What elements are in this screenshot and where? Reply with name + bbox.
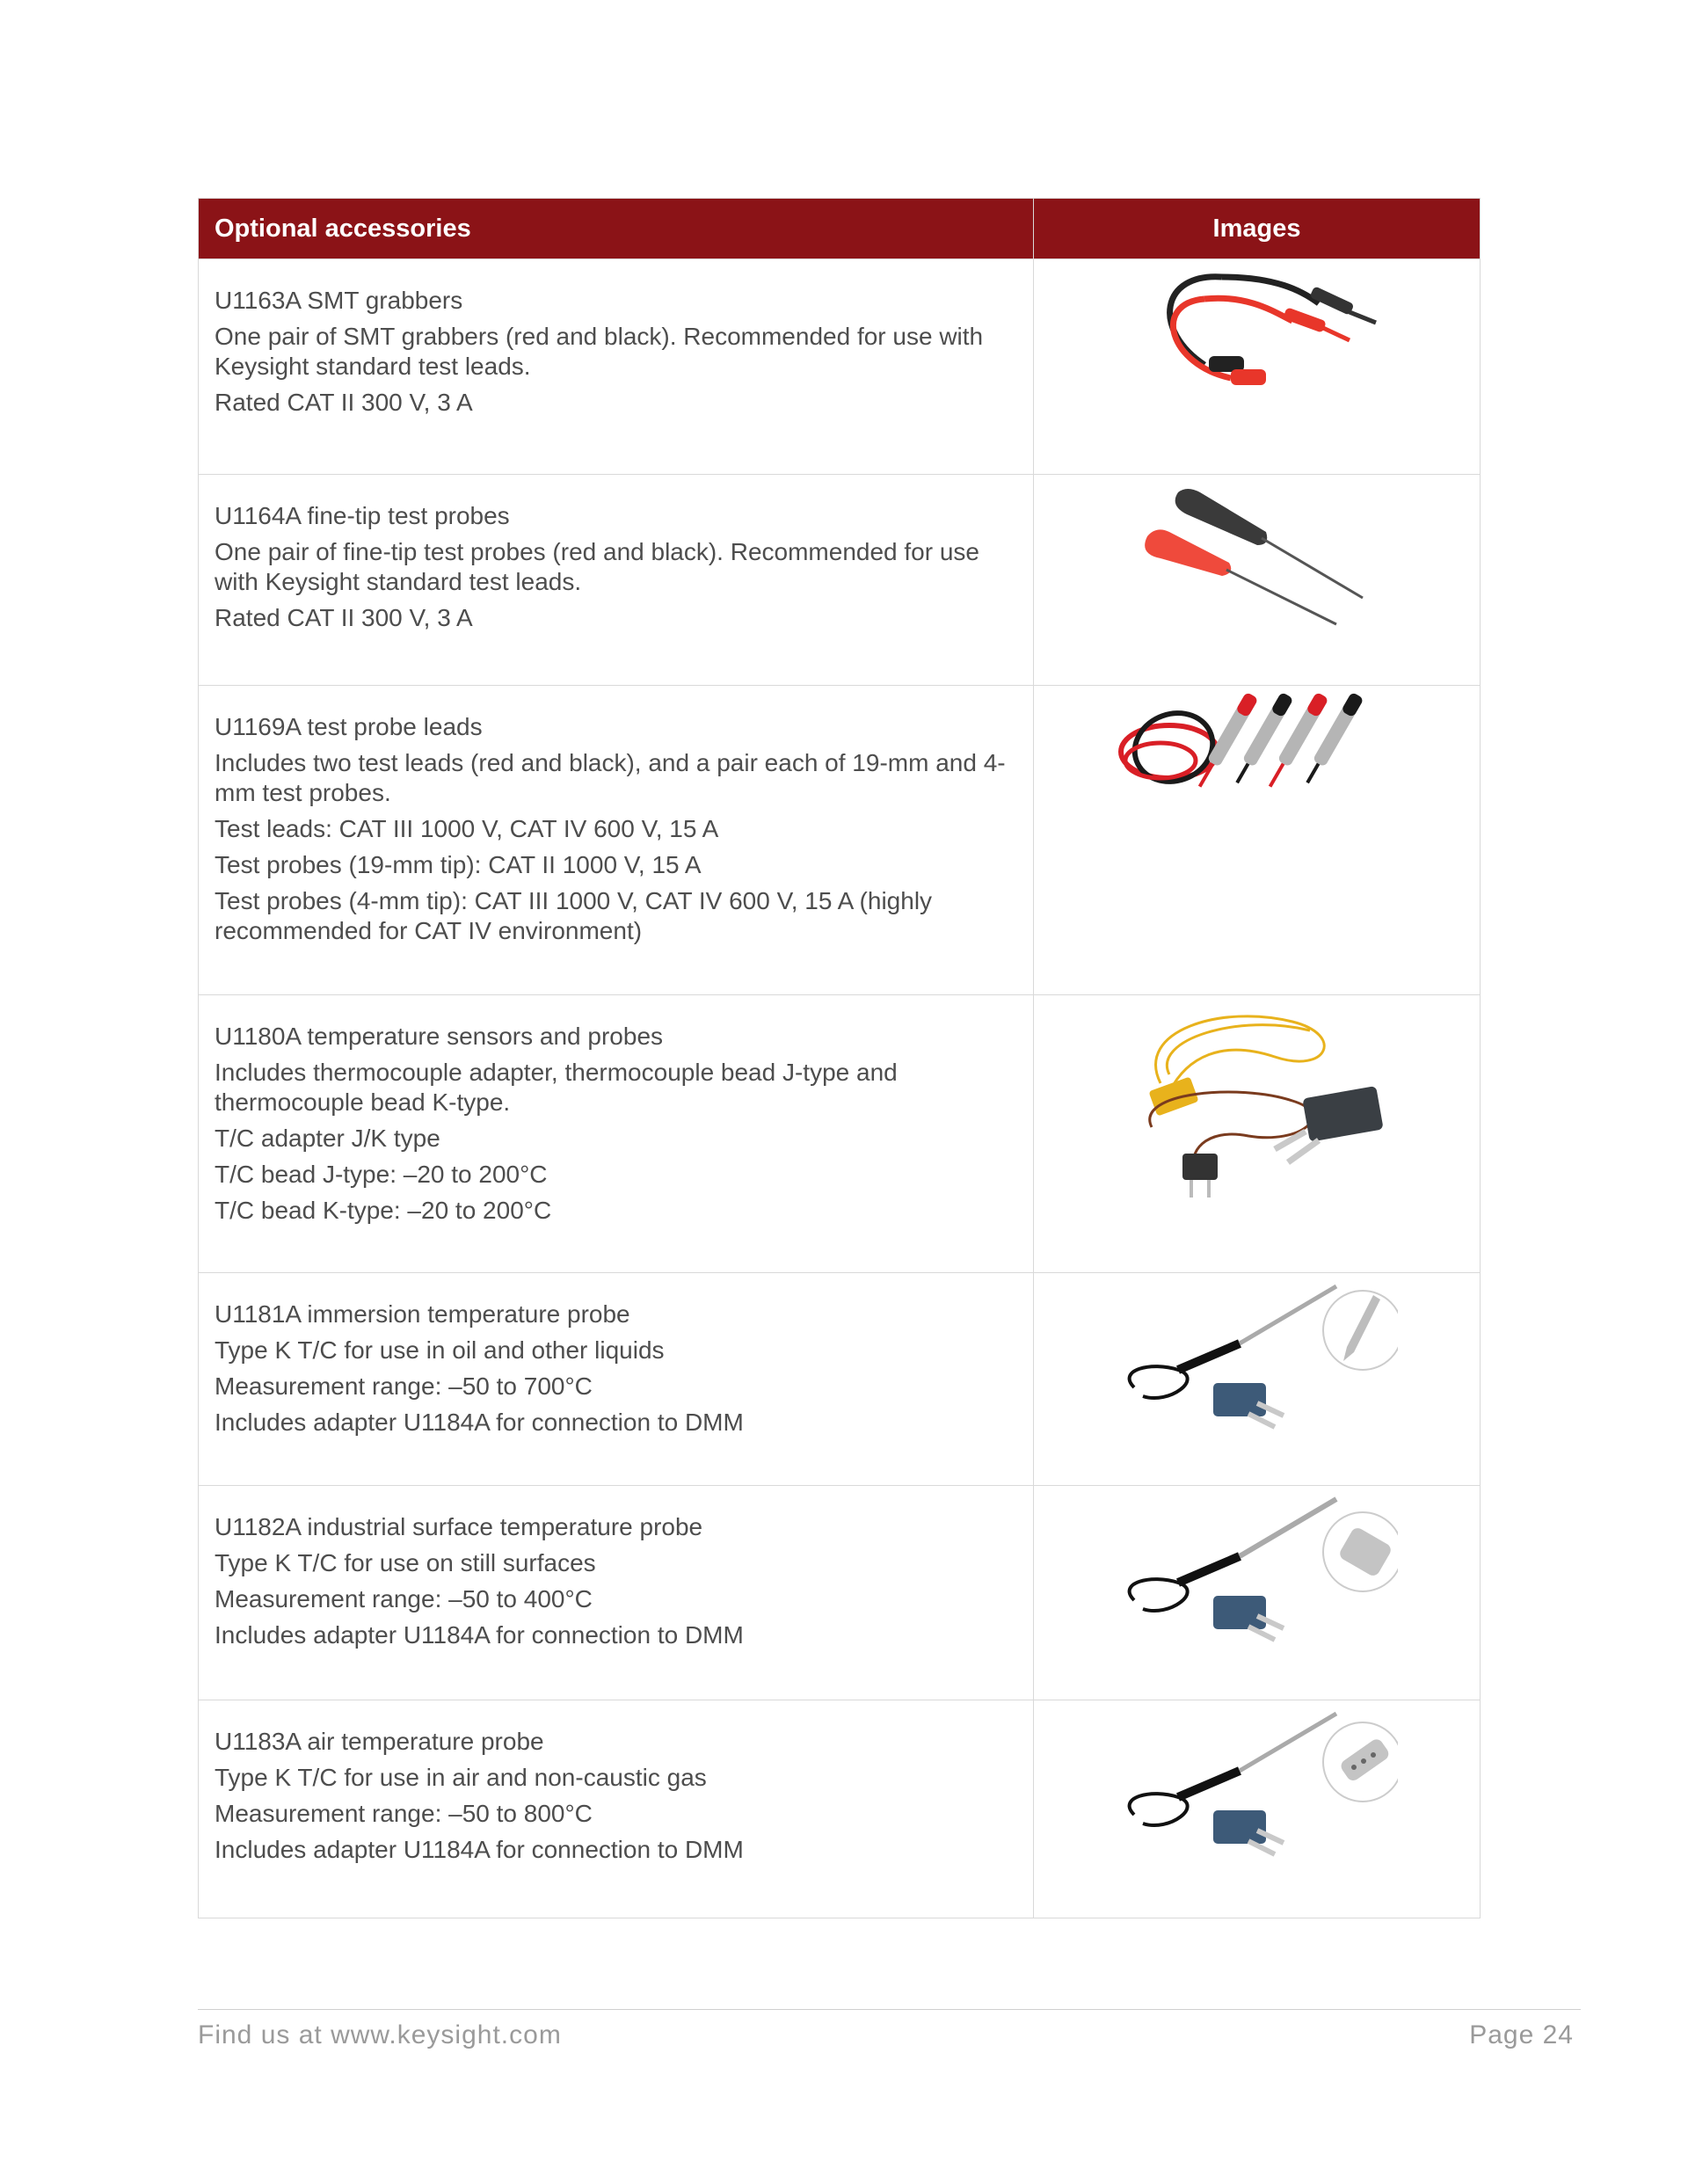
table-row xyxy=(199,1273,1481,1486)
product-detail: T/C bead K-type: –20 to 200°C xyxy=(215,1197,552,1224)
image-cell xyxy=(1034,1700,1481,1918)
product-detail: Includes thermocouple adapter, thermocouple bead J-type and thermocouple bead K-type. xyxy=(215,1059,898,1116)
product-detail: Measurement range: –50 to 700°C xyxy=(215,1372,593,1400)
table-row xyxy=(199,1486,1481,1700)
product-detail: Rated CAT II 300 V, 3 A xyxy=(215,604,473,631)
product-detail: Test probes (19-mm tip): CAT II 1000 V, 15 A xyxy=(215,851,702,878)
product-title: U1169A test probe leads xyxy=(215,713,483,740)
image-cell xyxy=(1034,475,1481,686)
product-detail: One pair of fine-tip test probes (red and black). Recommended for use with Keysight standard test leads. xyxy=(215,538,979,595)
table-row xyxy=(199,259,1481,475)
image-cell xyxy=(1034,1486,1481,1700)
product-detail: Test leads: CAT III 1000 V, CAT IV 600 V, 15 A xyxy=(215,815,719,842)
description-cell xyxy=(199,259,1034,475)
header-optional-accessories: Optional accessories xyxy=(199,199,1034,259)
header-images: Images xyxy=(1034,199,1481,259)
product-detail: T/C adapter J/K type xyxy=(215,1125,440,1152)
table-row xyxy=(199,475,1481,686)
fine-tip-probes-icon xyxy=(1125,475,1389,633)
accessories-table xyxy=(198,198,1481,1918)
product-title: U1182A industrial surface temperature probe xyxy=(215,1513,703,1540)
product-title: U1164A fine-tip test probes xyxy=(215,502,510,529)
product-detail: Measurement range: –50 to 400°C xyxy=(215,1585,593,1613)
description-cell xyxy=(199,995,1034,1273)
table-header-row xyxy=(199,199,1481,259)
air-probe-icon xyxy=(1117,1700,1398,1867)
test-probe-leads-icon xyxy=(1108,686,1407,818)
product-title: U1181A immersion temperature probe xyxy=(215,1300,630,1328)
product-detail: Test probes (4-mm tip): CAT III 1000 V, CAT IV 600 V, 15 A (highly recommended for CAT IV environment) xyxy=(215,887,933,944)
description-cell xyxy=(199,1700,1034,1918)
thermocouple-kit-icon xyxy=(1117,995,1398,1206)
table-row xyxy=(199,1700,1481,1918)
image-cell xyxy=(1034,995,1481,1273)
product-detail: T/C bead J-type: –20 to 200°C xyxy=(215,1161,548,1188)
product-detail: Includes adapter U1184A for connection to DMM xyxy=(215,1621,744,1649)
product-detail: Type K T/C for use in oil and other liquids xyxy=(215,1336,665,1364)
description-cell xyxy=(199,686,1034,995)
table-row xyxy=(199,686,1481,995)
description-cell xyxy=(199,1486,1034,1700)
product-detail: Includes adapter U1184A for connection to DMM xyxy=(215,1409,744,1436)
product-detail: One pair of SMT grabbers (red and black). Recommended for use with Keysight standard test leads. xyxy=(215,323,984,380)
product-detail: Includes two test leads (red and black), and a pair each of 19-mm and 4-mm test probes. xyxy=(215,749,1006,806)
table-row xyxy=(199,995,1481,1273)
footer-divider xyxy=(198,2009,1581,2010)
product-detail: Rated CAT II 300 V, 3 A xyxy=(215,389,473,416)
product-title: U1183A air temperature probe xyxy=(215,1728,544,1755)
image-cell xyxy=(1034,259,1481,475)
product-detail: Includes adapter U1184A for connection to DMM xyxy=(215,1836,744,1863)
product-detail: Measurement range: –50 to 800°C xyxy=(215,1800,593,1827)
product-title: U1180A temperature sensors and probes xyxy=(215,1023,664,1050)
footer-website-link[interactable]: Find us at www.keysight.com xyxy=(198,2020,562,2049)
immersion-probe-icon xyxy=(1117,1273,1398,1440)
description-cell xyxy=(199,475,1034,686)
product-detail: Type K T/C for use in air and non-caustic gas xyxy=(215,1764,707,1791)
smt-grabbers-icon xyxy=(1125,259,1389,400)
image-cell xyxy=(1034,686,1481,995)
page-number: Page 24 xyxy=(1469,2020,1574,2049)
image-cell xyxy=(1034,1273,1481,1486)
surface-probe-icon xyxy=(1117,1486,1398,1653)
product-title: U1163A SMT grabbers xyxy=(215,287,463,314)
product-detail: Type K T/C for use on still surfaces xyxy=(215,1549,596,1576)
description-cell xyxy=(199,1273,1034,1486)
